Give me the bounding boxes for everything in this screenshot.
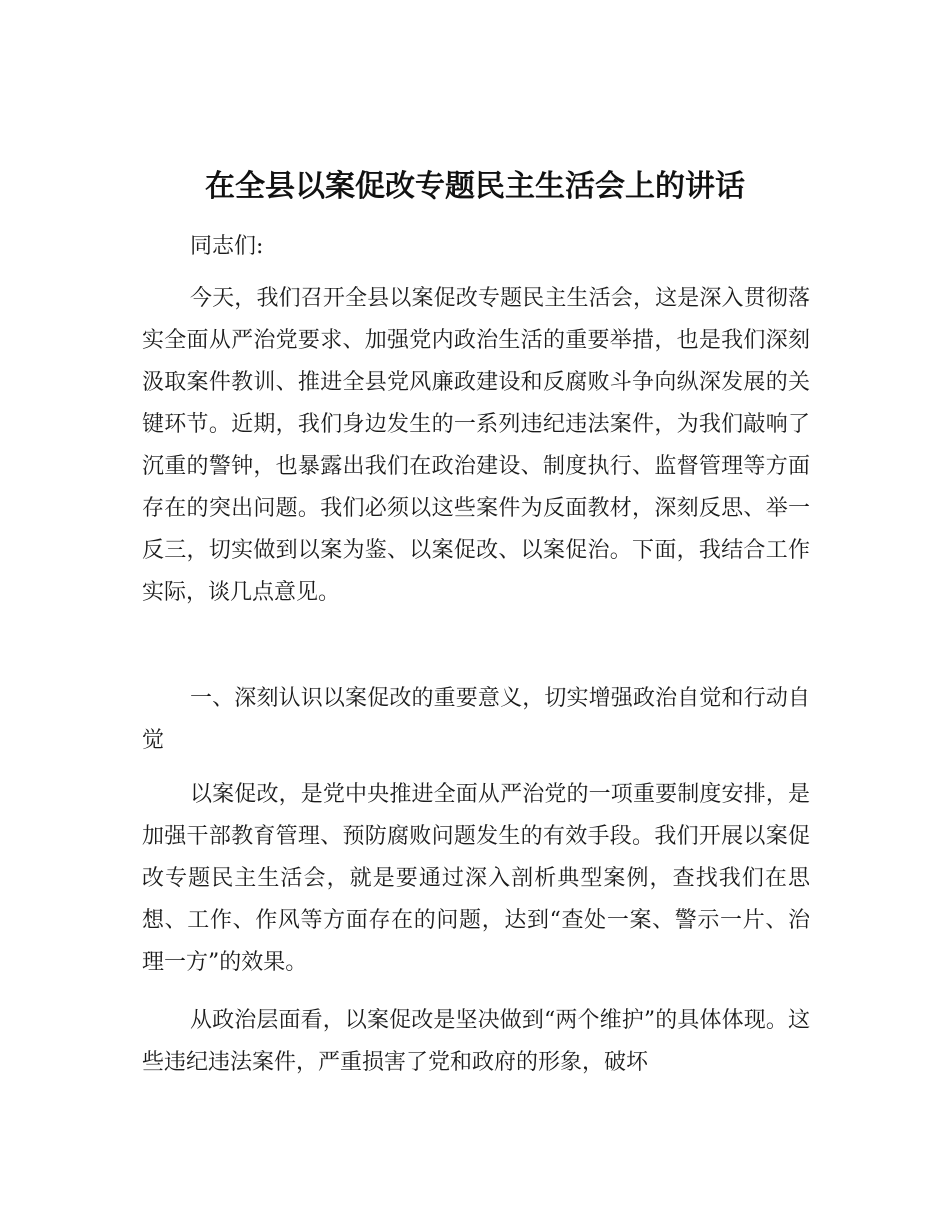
salutation: 同志们: [190, 234, 264, 259]
paragraph-political-level: 从政治层面看，以案促改是坚决做到“两个维护”的具体体现。这些违纪违法案件，严重损害了党和政府的形象，破坏 [142, 1008, 810, 1075]
section-heading-1: 一、深刻认识以案促改的重要意义，切实增强政治自觉和行动自觉 [142, 686, 810, 753]
paragraph-intro: 今天，我们召开全县以案促改专题民主生活会，这是深入贯彻落实全面从严治党要求、加强党内政治生活的重要举措，也是我们深刻汲取案件教训、推进全县党风廉政建设和反腐败斗争向纵深发展的关键环节。近期，我们身边发生的一系列违纪违法案件，为我们敲响了沉重的警钟，也暴露出我们在政治建设、制度执行、监督管理等方面存在的突出问题。我们必须以这些案件为反面教材，深刻反思、举一反三，切实做到以案为鉴、以案促改、以案促治。下面，我结合工作实际，谈几点意见。 [142, 286, 810, 605]
paragraph-significance: 以案促改，是党中央推进全面从严治党的一项重要制度安排，是加强干部教育管理、预防腐败问题发生的有效手段。我们开展以案促改专题民主生活会，就是要通过深入剖析典型案例，查找我们在思想、工作、作风等方面存在的问题，达到“查处一案、警示一片、治理一方”的效果。 [142, 782, 810, 975]
document-title: 在全县以案促改专题民主生活会上的讲话 [205, 169, 745, 204]
